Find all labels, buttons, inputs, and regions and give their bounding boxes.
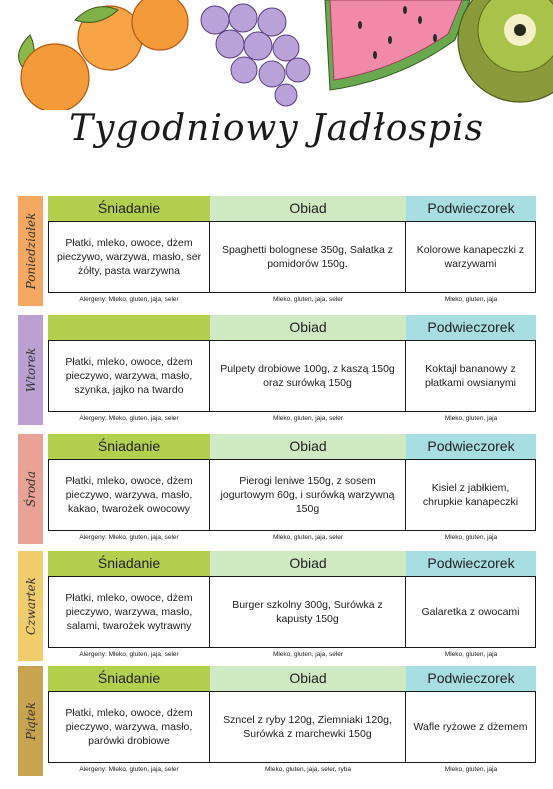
snack-allergens: Mleko, gluten, jaja <box>444 651 498 658</box>
day-tab <box>18 434 43 544</box>
breakfast-text: Płatki, mleko, owoce, dżem pieczywo, warzywa, masło, parówki drobiowe <box>65 707 193 747</box>
snack-header <box>406 196 536 221</box>
breakfast-header <box>48 551 210 576</box>
breakfast-header-label: Śniadanie <box>97 670 161 686</box>
lunch-header <box>210 551 406 576</box>
breakfast-cell <box>48 340 210 412</box>
breakfast-header-label: Śniadanie <box>97 200 161 216</box>
snack-header <box>406 551 536 576</box>
snack-header-label: Podwieczorek <box>427 438 515 454</box>
breakfast-cell <box>48 459 210 531</box>
snack-allergens: Mleko, gluten, jaja <box>444 766 498 773</box>
day-block <box>18 666 536 776</box>
day-block <box>18 434 536 544</box>
snack-allergens: Mleko, gluten, jaja <box>444 415 498 422</box>
day-block <box>18 196 536 306</box>
lunch-allergens: Mleko, gluten, jaja, seler <box>272 415 344 422</box>
snack-header-label: Podwieczorek <box>427 670 515 686</box>
snack-cell <box>406 691 536 763</box>
snack-header-label: Podwieczorek <box>427 200 515 216</box>
breakfast-header <box>48 315 210 340</box>
breakfast-allergens: Alergeny: Mleko, gluten, jaja, seler <box>79 766 179 773</box>
day-name: Piątek <box>23 701 38 741</box>
lunch-cell <box>210 691 406 763</box>
snack-allergens: Mleko, gluten, jaja <box>444 296 498 303</box>
lunch-header-label: Obiad <box>289 670 327 686</box>
lunch-cell <box>210 221 406 293</box>
watermelon-icon <box>325 0 470 90</box>
lunch-header-label: Obiad <box>289 319 327 335</box>
breakfast-header <box>48 666 210 691</box>
breakfast-text: Płatki, mleko, owoce, dżem pieczywo, warzywa, masło, kakao, twarożek owocowy <box>65 475 193 515</box>
lunch-text: Pulpety drobiowe 100g, z kaszą 150g oraz surówką 150g <box>220 363 395 389</box>
lunch-header <box>210 666 406 691</box>
day-name: Poniedziałek <box>23 212 38 290</box>
lunch-header-label: Obiad <box>289 555 327 571</box>
day-name: Środa <box>23 470 38 508</box>
lunch-text: Pierogi leniwe 150g, z sosem jogurtowym 60g, i surówką warzywną 150g <box>220 475 395 515</box>
lunch-header <box>210 434 406 459</box>
lunch-allergens: Mleko, gluten, jaja, seler <box>272 651 344 658</box>
breakfast-allergens: Alergeny: Mleko, gluten, jaja, seler <box>79 415 179 422</box>
day-tab <box>18 196 43 306</box>
lunch-header-label: Obiad <box>289 200 327 216</box>
snack-text: Kolorowe kanapeczki z warzywami <box>416 244 525 270</box>
snack-text: Kisiel z jabłkiem, chrupkie kanapeczki <box>422 482 519 508</box>
lunch-text: Szncel z ryby 120g, Ziemniaki 120g, Surówka z marchewki 150g <box>223 714 392 740</box>
snack-header-label: Podwieczorek <box>427 555 515 571</box>
page-title: Tygodniowy Jadłospis <box>69 108 484 149</box>
snack-allergens: Mleko, gluten, jaja <box>444 534 498 541</box>
breakfast-allergens: Alergeny: Mleko, gluten, jaja, seler <box>79 651 179 658</box>
orange-icon <box>19 0 188 110</box>
snack-header <box>406 434 536 459</box>
lunch-allergens: Mleko, gluten, jaja, seler <box>272 296 344 303</box>
breakfast-header <box>48 196 210 221</box>
lunch-header <box>210 196 406 221</box>
day-tab <box>18 666 43 776</box>
breakfast-text: Płatki, mleko, owoce, dżem pieczywo, warzywa, masło, szynka, jajko na twardo <box>65 356 193 396</box>
lunch-allergens: Mleko, gluten, jaja, seler <box>272 534 344 541</box>
breakfast-header <box>48 434 210 459</box>
day-tab <box>18 315 43 425</box>
breakfast-allergens: Alergeny: Mleko, gluten, jaja, seler <box>79 296 179 303</box>
snack-text: Wafle ryżowe z dżemem <box>413 721 528 733</box>
day-name: Wtorek <box>23 347 38 393</box>
lunch-cell <box>210 576 406 648</box>
day-tab <box>18 551 43 661</box>
snack-text: Koktajl bananowy z płatkami owsianymi <box>424 363 517 389</box>
kiwi-icon <box>458 0 553 102</box>
lunch-cell <box>210 459 406 531</box>
snack-cell <box>406 221 536 293</box>
grapes-icon <box>201 4 310 106</box>
snack-cell <box>406 576 536 648</box>
lunch-header-label: Obiad <box>289 438 327 454</box>
day-block <box>18 551 536 661</box>
lunch-text: Burger szkolny 300g, Surówka z kapusty 150g <box>232 599 383 625</box>
lunch-text: Spaghetti bolognese 350g, Sałatka z pomidorów 150g. <box>221 244 394 270</box>
lunch-cell <box>210 340 406 412</box>
snack-text: Galaretka z owocami <box>421 606 520 618</box>
fruit-illustration <box>0 0 553 110</box>
breakfast-allergens: Alergeny: Mleko, gluten, jaja, seler <box>79 534 179 541</box>
lunch-header <box>210 315 406 340</box>
day-block <box>18 315 536 425</box>
breakfast-text: Płatki, mleko, owoce, dżem pieczywo, warzywa, masło, ser żółty, pasta warzywna <box>56 237 202 277</box>
breakfast-cell <box>48 576 210 648</box>
breakfast-cell <box>48 691 210 763</box>
snack-cell <box>406 459 536 531</box>
lunch-allergens: Mleko, gluten, jaja, seler, ryba <box>265 766 351 773</box>
breakfast-text: Płatki, mleko, owoce, dżem pieczywo, warzywa, masło, salami, twarożek wytrawny <box>65 592 193 632</box>
snack-header-label: Podwieczorek <box>427 319 515 335</box>
snack-cell <box>406 340 536 412</box>
breakfast-cell <box>48 221 210 293</box>
snack-header <box>406 315 536 340</box>
day-name: Czwartek <box>23 577 38 635</box>
snack-header <box>406 666 536 691</box>
breakfast-header-label: Śniadanie <box>97 555 161 571</box>
breakfast-header-label: Śniadanie <box>97 438 161 454</box>
